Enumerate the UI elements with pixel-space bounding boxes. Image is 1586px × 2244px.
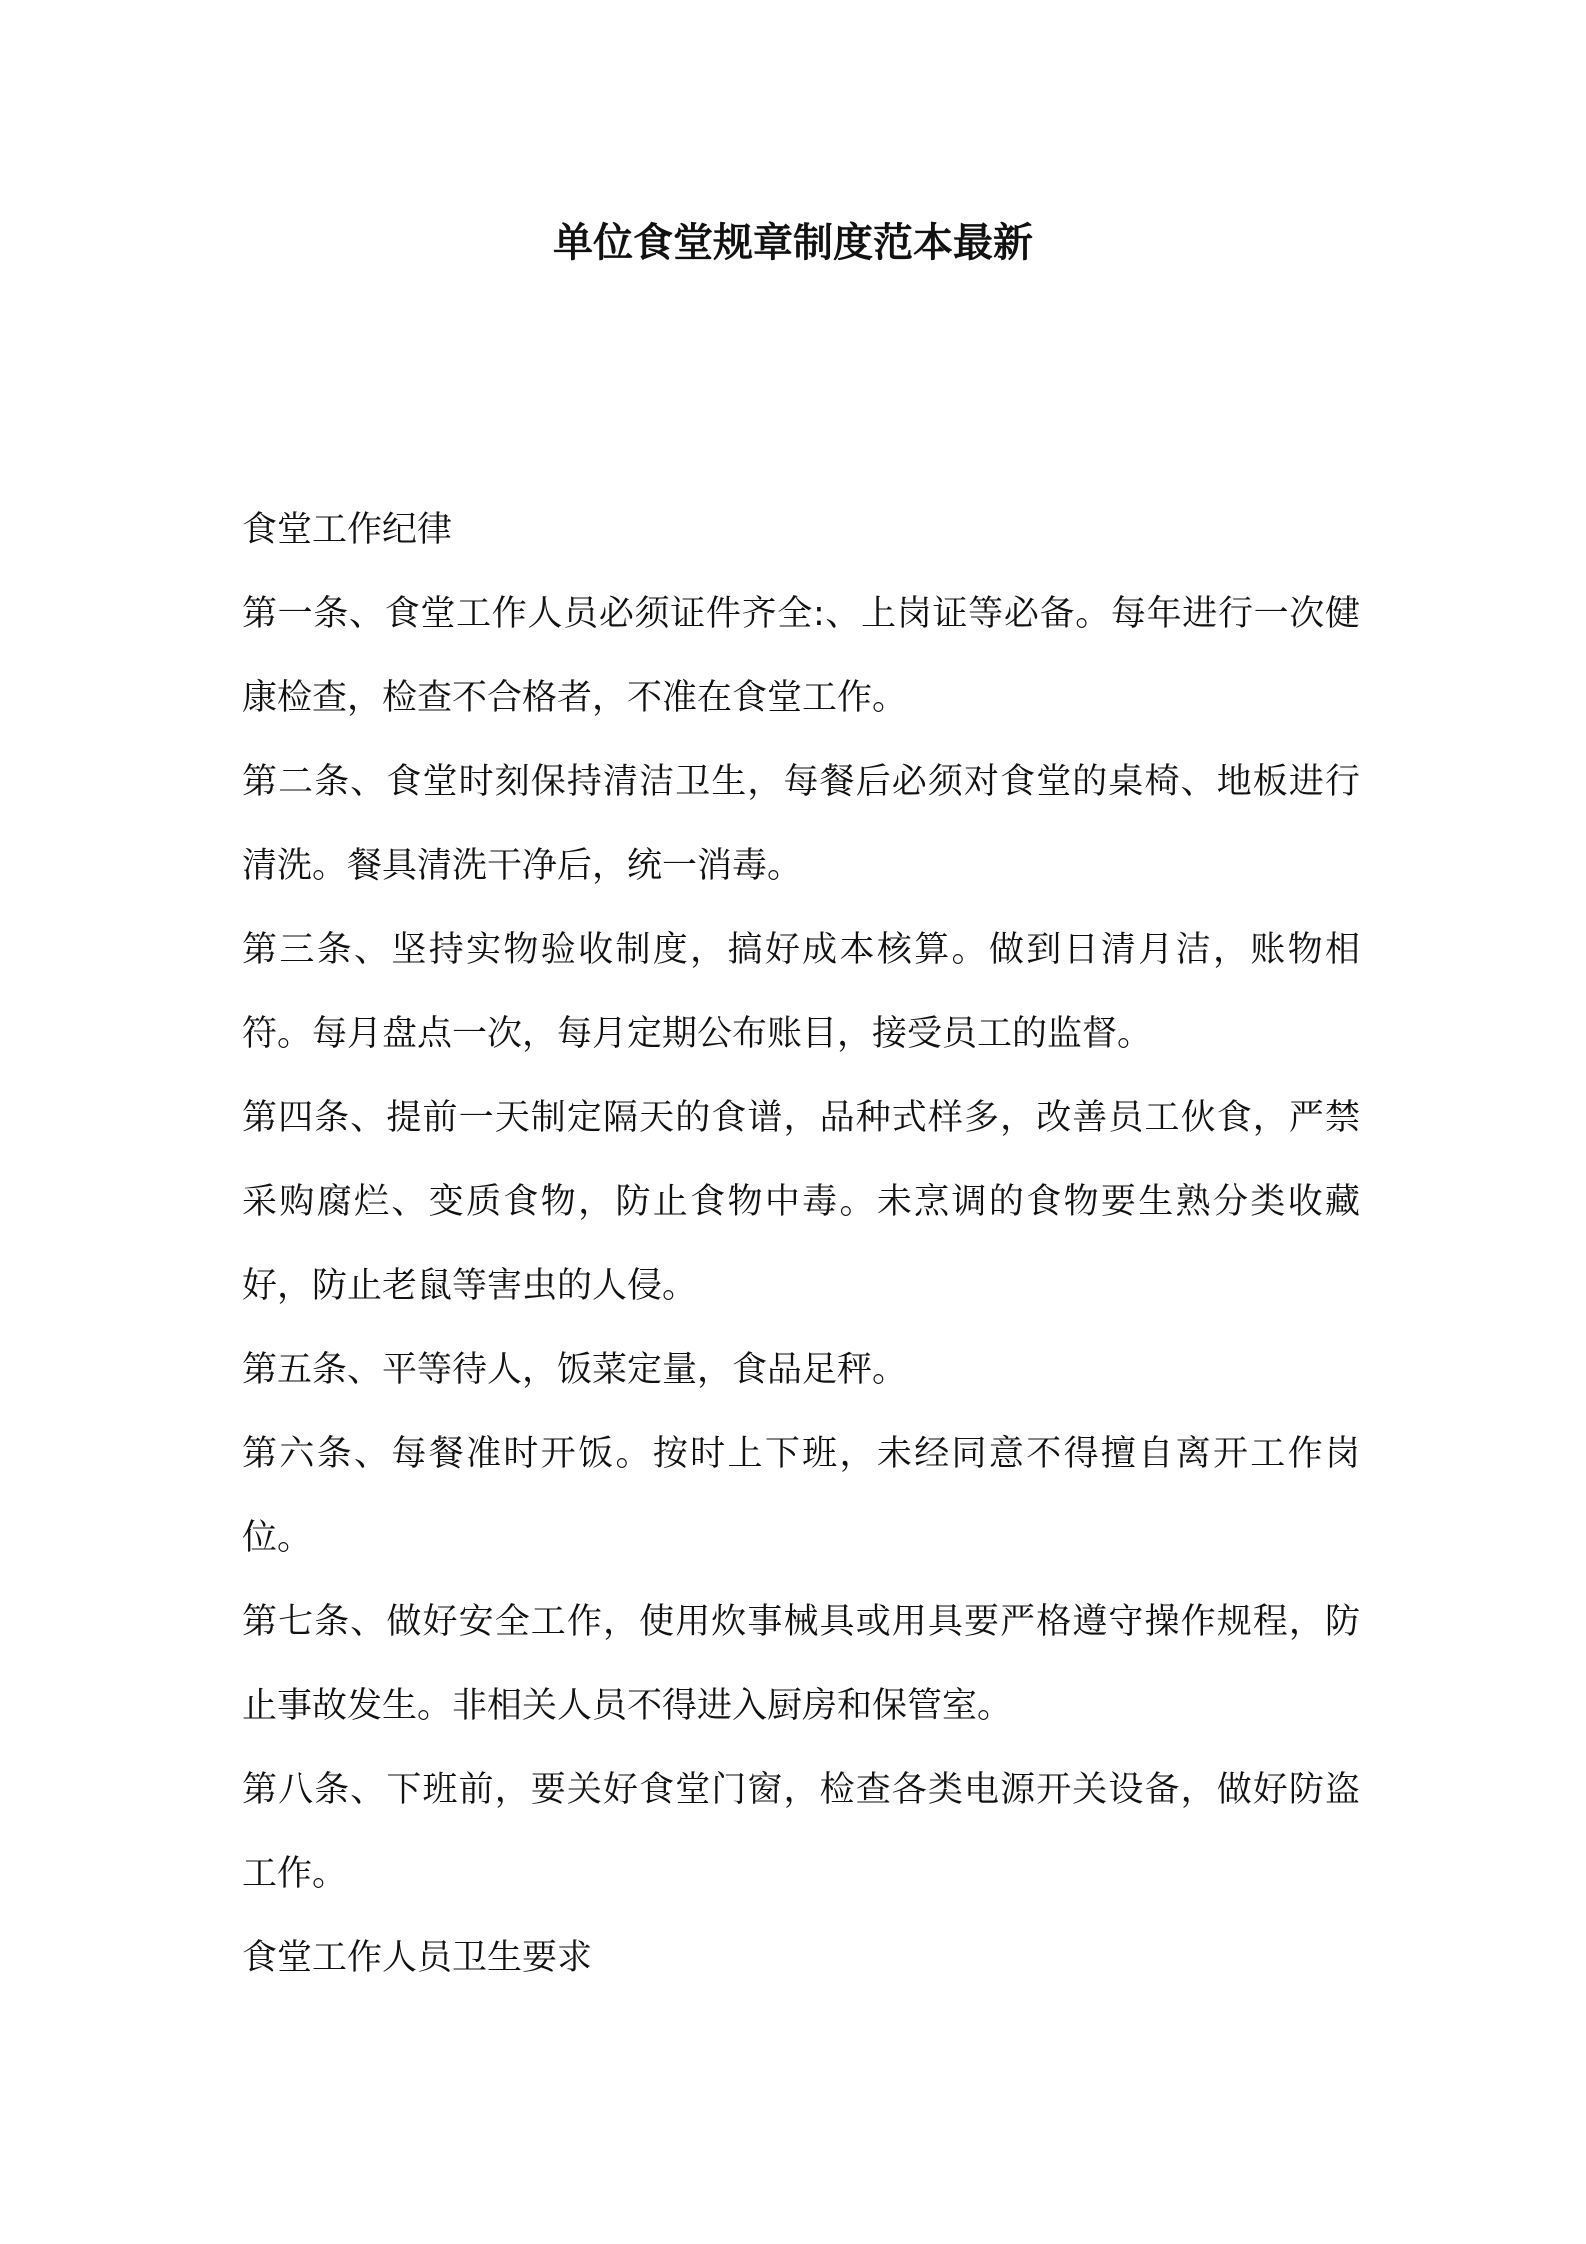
section-heading-hygiene-requirements: 食堂工作人员卫生要求 xyxy=(242,1938,593,1978)
article-2: 第二条、食堂时刻保持清洁卫生，每餐后必须对食堂的桌椅、地板进行清洗。餐具清洗干净后，统一消毒。 xyxy=(242,762,1360,886)
document-title: 单位食堂规章制度范本最新 xyxy=(553,220,1033,266)
article-1: 第一条、食堂工作人员必须证件齐全:、上岗证等必备。每年进行一次健康检查，检查不合格者，不准在食堂工作。 xyxy=(242,594,1360,718)
section-heading-work-discipline: 食堂工作纪律 xyxy=(242,510,453,550)
article-6: 第六条、每餐准时开饭。按时上下班，未经同意不得擅自离开工作岗位。 xyxy=(242,1434,1360,1558)
article-4: 第四条、提前一天制定隔天的食谱，品种式样多，改善员工伙食，严禁采购腐烂、变质食物，防止食物中毒。未烹调的食物要生熟分类收藏好，防止老鼠等害虫的人侵。 xyxy=(242,1098,1360,1306)
article-5: 第五条、平等待人，饭菜定量，食品足秤。 xyxy=(242,1350,908,1390)
article-3: 第三条、坚持实物验收制度，搞好成本核算。做到日清月洁，账物相符。每月盘点一次，每月定期公布账目，接受员工的监督。 xyxy=(242,930,1360,1054)
article-7: 第七条、做好安全工作，使用炊事械具或用具要严格遵守操作规程，防止事故发生。非相关人员不得进入厨房和保管室。 xyxy=(242,1602,1360,1726)
article-8: 第八条、下班前，要关好食堂门窗，检查各类电源开关设备，做好防盗工作。 xyxy=(242,1770,1360,1894)
document-body xyxy=(242,488,1360,2000)
